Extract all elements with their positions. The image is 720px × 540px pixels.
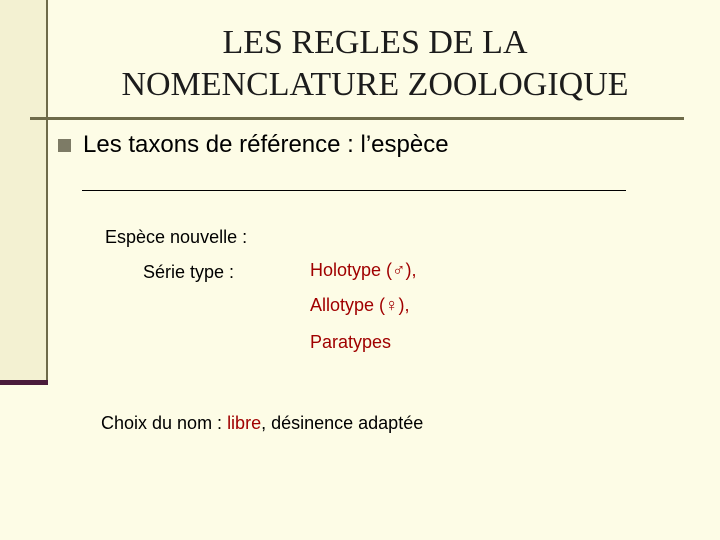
left-decorative-panel xyxy=(0,0,48,382)
allotype-item xyxy=(310,294,410,316)
serie-type-label: Série type : xyxy=(143,262,235,282)
heading-underline xyxy=(82,190,626,191)
holotype-item xyxy=(310,259,417,281)
bullet-heading: Les taxons de référence : l’espèce xyxy=(83,131,449,158)
square-bullet-icon xyxy=(58,139,71,152)
title-divider xyxy=(30,117,684,120)
slide-title xyxy=(60,22,690,106)
choix-libre: libre xyxy=(227,413,262,433)
choix-prefix: Choix du nom : xyxy=(101,413,228,433)
paratypes-item: Paratypes xyxy=(310,332,392,352)
left-panel-base-bar xyxy=(0,380,48,385)
allotype-suffix: (♀), xyxy=(374,295,410,315)
espece-nouvelle-label: Espèce nouvelle : xyxy=(105,227,248,247)
title-line-1: LES REGLES DE LA xyxy=(222,24,528,61)
holotype-word: Holotype xyxy=(310,260,382,280)
holotype-suffix: (♂), xyxy=(381,260,417,280)
choix-du-nom-line xyxy=(101,412,423,434)
choix-suffix: , désinence adaptée xyxy=(261,413,424,433)
allotype-word: Allotype xyxy=(310,295,375,315)
title-line-2: NOMENCLATURE ZOOLOGIQUE xyxy=(121,66,629,103)
